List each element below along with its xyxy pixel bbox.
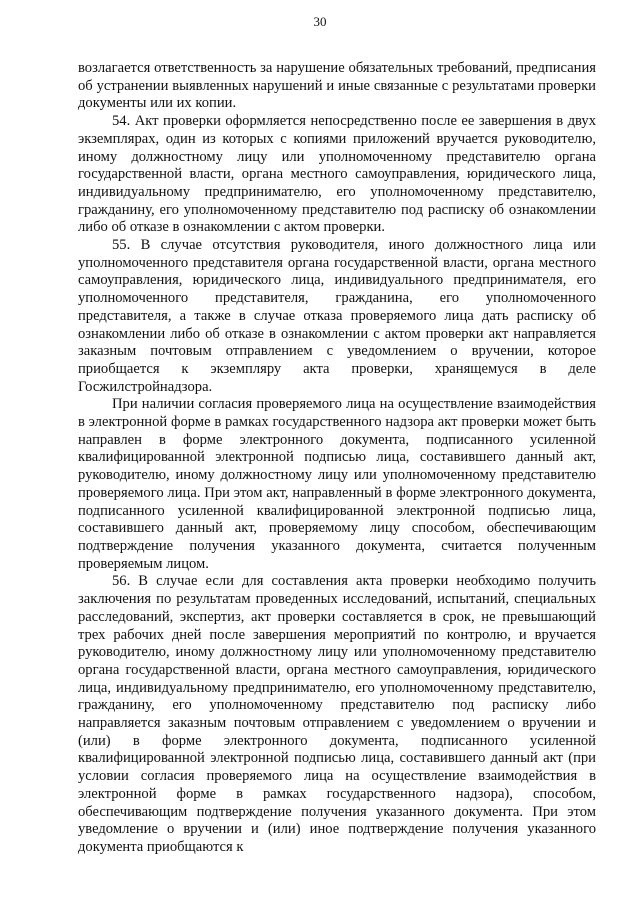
paragraph-55: 55. В случае отсутствия руководителя, иного должностного лица или уполномоченного представителя органа государственной власти, органа местного самоуправления, юридического лица, индивидуального предпринимателя, его уполномоченного представителя, гражданина, его уполномоченного представителя, а также в случае отказа проверяемого лица дать расписку об ознакомлении либо об отказе в ознакомлении с актом проверки акт направляется заказным почтовым отправлением с уведомлением о вручении, которое приобщается к экземпляру акта проверки, хранящемуся в деле Госжилстройнадзора.	[78, 237, 596, 395]
paragraph-56: 56. В случае если для составления акта проверки необходимо получить заключения по результатам проведенных исследований, испытаний, специальных расследований, экспертиз, акт проверки составляется в срок, не превышающий трех рабочих дней после завершения мероприятий по контролю, и вручается руководителю, иному должностному лицу или уполномоченному представителю органа государственной власти, органа местного самоуправления, юридического лица, индивидуальному предпринимателю, его уполномоченному представителю, гражданину, его уполномоченному представителю под расписку либо направляется заказным почтовым отправлением с уведомлением о вручении и (или) в форме электронного документа, подписанного усиленной квалифицированной электронной подписью лица, составившего данный акт (при условии согласия проверяемого лица на осуществление взаимодействия в электронной форме в рамках государственного надзора), способом, обеспечивающим подтверждение получения указанного документа. При этом уведомление о вручении и (или) иное подтверждение получения указанного документа приобщаются к	[78, 573, 596, 855]
paragraph-electronic-form: При наличии согласия проверяемого лица на осуществление взаимодействия в электронной форме в рамках государственного надзора акт проверки может быть направлен в форме электронного документа, подписанного усиленной квалифицированной электронной подписью лица, составившего данный акт, руководителю, иному должностному лицу или уполномоченному представителю проверяемого лица. При этом акт, направленный в форме электронного документа, подписанного усиленной квалифицированной электронной подписью лица, составившего данный акт, проверяемому лицу способом, обеспечивающим подтверждение получения указанного документа, считается полученным проверяемым лицом.	[78, 396, 596, 572]
document-body	[78, 60, 596, 857]
page-number: 30	[313, 14, 327, 29]
paragraph-continuation: возлагается ответственность за нарушение обязательных требований, предписания об устранении выявленных нарушений и иные связанные с результатами проверки документы или их копии.	[78, 60, 596, 112]
paragraph-54: 54. Акт проверки оформляется непосредственно после ее завершения в двух экземплярах, один из которых с копиями приложений вручается руководителю, иному должностному лицу или уполномоченному представителю органа государственной власти, органа местного самоуправления, юридического лица, индивидуальному предпринимателю, его уполномоченному представителю, гражданину, его уполномоченному представителю под расписку об ознакомлении либо об отказе в ознакомлении с актом проверки.	[78, 113, 596, 236]
